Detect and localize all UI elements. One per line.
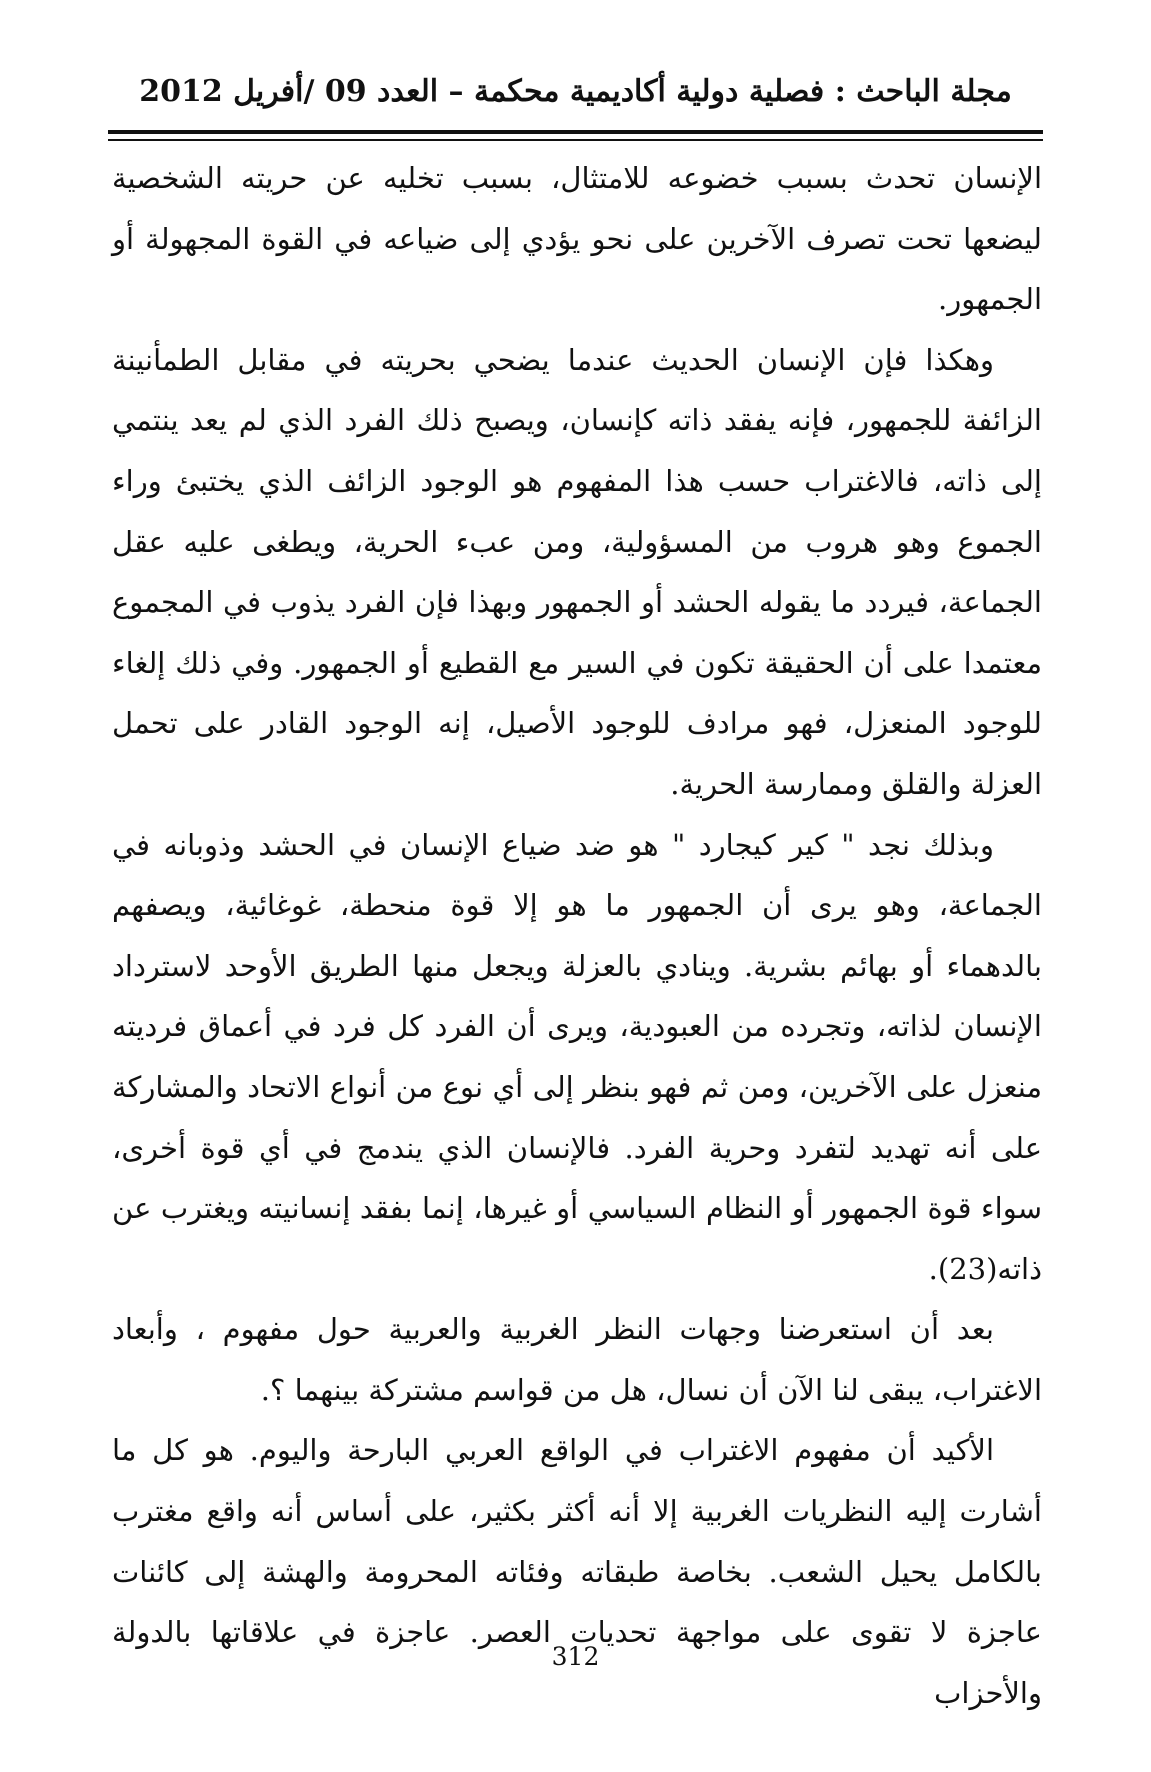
paragraph: وبذلك نجد " كير كيجارد " هو ضد ضياع الإنسان في الحشد وذوبانه في الجماعة، وهو يرى أن الجمهور ما هو إلا قوة منحطة، غوغائية، ويصفهم بالدهماء أو بهائم بشرية. وينادي بالعزلة ويجعل منها الطريق الأوحد لاسترداد الإنسان لذاته، وتجرده من العبودية، ويرى أن الفرد كل فرد في أعماق فرديته منعزل على الآخرين، ومن ثم فهو بنظر إلى أي نوع من أنواع الاتحاد والمشاركة على أنه تهديد لتفرد وحرية الفرد. فالإنسان الذي يندمج في أي قوة أخرى، سواء قوة الجمهور أو النظام السياسي أو غيرها، إنما بفقد إنسانيته ويغترب عن ذاته(23). — [112, 827, 1042, 1286]
header-rule-thick — [108, 130, 1043, 134]
paragraph: بعد أن استعرضنا وجهات النظر الغربية والعربية حول مفهوم ، وأبعاد الاغتراب، يبقى لنا الآن أن نسال، هل من قواسم مشتركة بينهما ؟. — [112, 1312, 1042, 1407]
paragraph: الأكيد أن مفهوم الاغتراب في الواقع العربي البارحة واليوم. هو كل ما أشارت إليه النظريات الغربية إلا أنه أكثر بكثير، على أساس أنه واقع مغترب بالكامل يحيل الشعب. بخاصة طبقاته وفئاته المحرومة والهشة إلى كائنات عاجزة لا تقوى على مواجهة تحديات العصر. عاجزة في علاقاتها بالدولة والأحزاب — [112, 1433, 1042, 1710]
article-body — [112, 148, 1042, 1723]
page-number: 312 — [551, 1642, 600, 1671]
header-rule-thin — [108, 139, 1043, 141]
paragraph: وهكذا فإن الإنسان الحديث عندما يضحي بحريته في مقابل الطمأنينة الزائفة للجمهور، فإنه يفقد ذاته كإنسان، ويصبح ذلك الفرد الذي لم يعد ينتمي إلى ذاته، فالاغتراب حسب هذا المفهوم هو الوجود الزائف الذي يختبئ وراء الجموع وهو هروب من المسؤولية، ومن عبء الحرية، ويطغى عليه عقل الجماعة، فيردد ما يقوله الحشد أو الجمهور وبهذا فإن الفرد يذوب في المجموع معتمدا على أن الحقيقة تكون في السير مع القطيع أو الجمهور. وفي ذلك إلغاء للوجود المنعزل، فهو مرادف للوجود الأصيل، إنه الوجود القادر على تحمل العزلة والقلق وممارسة الحرية. — [112, 342, 1042, 801]
paragraph-continued: الإنسان تحدث بسبب خضوعه للامتثال، بسبب تخليه عن حريته الشخصية ليضعها تحت تصرف الآخرين على نحو يؤدي إلى ضياعه في القوة المجهولة أو الجمهور. — [112, 161, 1042, 317]
journal-header: مجلة الباحث : فصلية دولية أكاديمية محكمة – العدد 09 /أفريل 2012 — [139, 74, 1012, 109]
